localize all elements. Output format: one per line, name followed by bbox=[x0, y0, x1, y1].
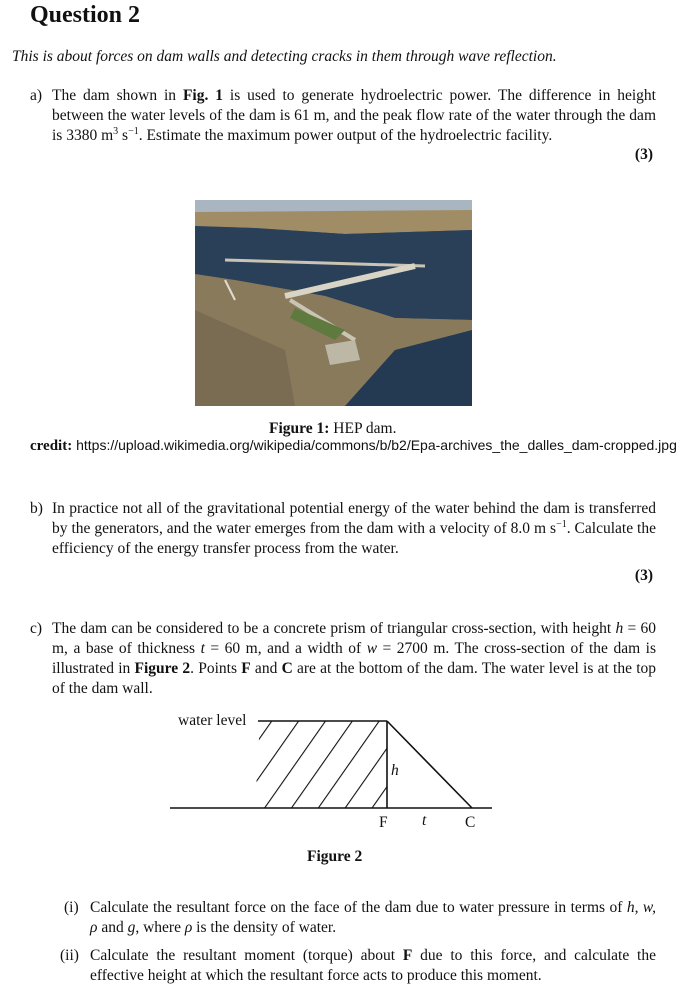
part-c-text-4: = 2700 m. The cross-section of the dam is illustrated in bbox=[52, 640, 656, 677]
part-c-text-5: . Points bbox=[190, 660, 242, 677]
dam-slope bbox=[387, 721, 472, 808]
sub-ii-label: (ii) bbox=[60, 947, 79, 964]
part-c bbox=[30, 619, 657, 699]
t-label: t bbox=[422, 812, 427, 829]
dam-diagram-svg bbox=[170, 712, 500, 842]
var-w: w bbox=[366, 640, 378, 657]
part-a bbox=[30, 86, 656, 146]
sub-ii-text-2: due to this force, and calculate the effective height at which the resultant force acts to produce this moment. bbox=[90, 947, 656, 984]
sub-i-vars: h, w, ρ bbox=[90, 899, 656, 936]
var-h: h bbox=[615, 620, 624, 637]
var-rho: ρ bbox=[184, 919, 193, 936]
part-b-text: In practice not all of the gravitational potential energy of the water behind the dam is transferred by the generators, and the water emerges from the dam with a velocity of 8.0 m s bbox=[52, 500, 656, 537]
part-b-marks: (3) bbox=[634, 567, 653, 584]
part-a-label: a) bbox=[30, 87, 43, 104]
sub-i-text-2: and bbox=[97, 919, 128, 936]
figure1-caption bbox=[269, 420, 396, 438]
figure1-caption-label: Figure 1: bbox=[269, 420, 330, 437]
part-c-text-2: = 60 m, a base of thickness bbox=[52, 620, 656, 657]
figure1-caption-text: HEP dam. bbox=[329, 420, 397, 437]
part-a-text: The dam shown in bbox=[52, 87, 183, 104]
figure2-caption: Figure 2 bbox=[307, 848, 363, 865]
point-C-ref: C bbox=[281, 660, 293, 677]
dam-photo-illustration bbox=[195, 200, 472, 406]
water-level-label: water level bbox=[178, 712, 247, 729]
part-b bbox=[30, 499, 656, 559]
point-F-ref: F bbox=[241, 660, 251, 677]
credit-label: credit: bbox=[30, 438, 73, 454]
part-a-text-4: . Estimate the maximum power output of the hydroelectric facility. bbox=[138, 127, 553, 144]
part-a-marks: (3) bbox=[634, 146, 653, 163]
var-t: t bbox=[200, 640, 205, 657]
F-label: F bbox=[379, 814, 388, 831]
sub-question-i bbox=[64, 898, 656, 938]
sub-i-text-4: is the density of water. bbox=[192, 919, 337, 936]
fig1-ref: Fig. 1 bbox=[182, 87, 223, 104]
fig2-ref: Figure 2 bbox=[134, 660, 191, 677]
C-label: C bbox=[465, 814, 476, 831]
dam-cross-section-diagram bbox=[170, 712, 500, 847]
sub-i-text-3: , where bbox=[135, 919, 185, 936]
question-title: Question 2 bbox=[30, 2, 141, 28]
exponent-neg1: −1 bbox=[128, 126, 139, 137]
sub-i-label: (i) bbox=[64, 899, 79, 916]
part-b-text-2: . Calculate the efficiency of the energy transfer process from the water. bbox=[52, 520, 656, 557]
part-c-label: c) bbox=[30, 620, 43, 637]
sub-ii-F: F bbox=[402, 947, 413, 964]
dam-photo bbox=[195, 200, 472, 406]
part-c-text-7: are at the bottom of the dam. The water level is at the top of the dam wall. bbox=[52, 660, 657, 697]
part-c-text-3: = 60 m, and a width of bbox=[204, 640, 367, 657]
part-b-label: b) bbox=[30, 500, 43, 517]
var-g: g bbox=[127, 919, 136, 936]
h-label: h bbox=[391, 762, 399, 779]
credit-url: https://upload.wikimedia.org/wikipedia/commons/b/b2/Epa-archives_the_dalles_dam-cropped.jpg bbox=[72, 437, 677, 453]
part-a-text-2: is used to generate hydroelectric power. The difference in height between the water levels of the dam is 61 m, and the peak flow rate of the water through the dam is 3380 m bbox=[52, 87, 656, 144]
sub-i-text-1: Calculate the resultant force on the face of the dam due to water pressure in terms of bbox=[90, 899, 627, 916]
water-hatching bbox=[255, 721, 387, 808]
part-c-text-1: The dam can be considered to be a concrete prism of triangular cross-section, with height bbox=[52, 620, 616, 637]
question-intro: This is about forces on dam walls and detecting cracks in them through wave reflection. bbox=[12, 48, 557, 65]
sub-question-ii bbox=[60, 946, 656, 986]
part-a-text-3: s bbox=[118, 127, 129, 144]
exponent-3: 3 bbox=[113, 126, 119, 137]
figure1-credit bbox=[30, 437, 677, 455]
part-c-text-6: and bbox=[250, 660, 282, 677]
exponent-neg1-b: −1 bbox=[556, 519, 567, 530]
sub-ii-text-1: Calculate the resultant moment (torque) about bbox=[90, 947, 403, 964]
